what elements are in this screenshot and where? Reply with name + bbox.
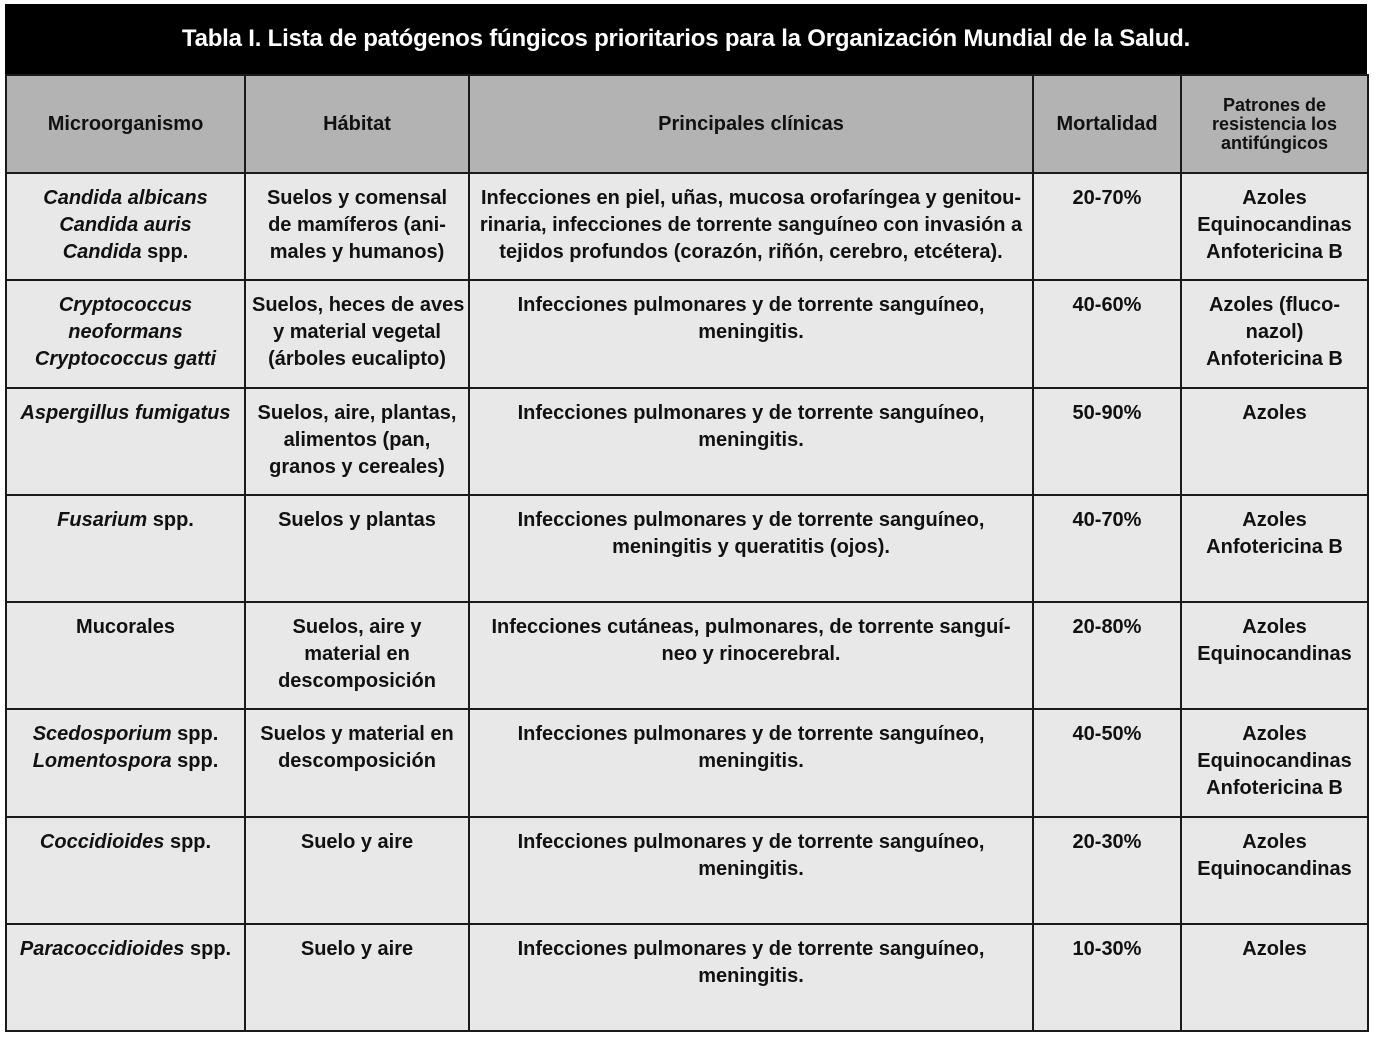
cell-resistencia-line: Anfotericina B — [1206, 535, 1343, 558]
cell-resistencia-line: Equinocandinas — [1197, 214, 1352, 236]
cell-mortalidad: 40-70% — [1033, 495, 1181, 602]
table-row — [6, 388, 1368, 495]
cell-habitat-line: Suelos, aire y — [292, 616, 422, 639]
cell-habitat-line: Suelo y aire — [300, 830, 414, 853]
cell-resistencia — [1181, 817, 1368, 924]
cell-habitat — [245, 495, 469, 602]
cell-habitat-line: material en — [304, 643, 410, 666]
cell-principales-clinicas-line: Infecciones pulmonares y de torrente sanguíneo, — [517, 508, 985, 531]
cell-mortalidad: 10-30% — [1033, 924, 1181, 1031]
organism-name — [13, 346, 238, 373]
cell-mortalidad: 40-50% — [1033, 709, 1181, 816]
cell-principales-clinicas — [469, 817, 1033, 924]
cell-resistencia-line: Anfotericina B — [1206, 241, 1343, 263]
cell-microorganismo — [6, 709, 245, 816]
cell-resistencia-line: Azoles (fluco- — [1208, 294, 1341, 317]
header-principales-clinicas: Principales clínicas — [469, 75, 1033, 173]
cell-principales-clinicas-line: rinaria, infecciones de torrente sanguíneo con invasión a — [479, 214, 1023, 236]
cell-mortalidad: 20-70% — [1033, 173, 1181, 280]
cell-microorganismo — [6, 280, 245, 387]
pathogen-table — [5, 4, 1367, 1032]
organism-name — [13, 212, 238, 239]
organism-name — [13, 936, 238, 963]
organism-name — [13, 319, 238, 346]
cell-principales-clinicas — [469, 602, 1033, 709]
organism-genus: Scedosporium — [32, 723, 172, 746]
organism-genus: Paracoccidioides — [19, 938, 185, 961]
organism-genus: Cryptococcus gatti — [34, 348, 217, 371]
table-row — [6, 495, 1368, 602]
cell-resistencia — [1181, 280, 1368, 387]
cell-principales-clinicas-line: Infecciones pulmonares y de torrente sanguíneo, — [517, 401, 985, 424]
cell-principales-clinicas — [469, 924, 1033, 1031]
cell-habitat-line: de mamíferos (ani- — [268, 214, 446, 236]
cell-principales-clinicas-line: tejidos profundos (corazón, riñón, cerebro, etcétera). — [499, 241, 1003, 263]
cell-principales-clinicas-line: Infecciones pulmonares y de torrente sanguíneo, — [517, 830, 985, 853]
cell-resistencia-line: Azoles — [1242, 401, 1307, 424]
cell-mortalidad: 20-30% — [1033, 817, 1181, 924]
cell-principales-clinicas-line: meningitis. — [698, 428, 804, 451]
cell-habitat-line: y material vegetal — [273, 321, 441, 344]
cell-principales-clinicas — [469, 173, 1033, 280]
cell-habitat-line: descomposición — [278, 750, 436, 773]
cell-principales-clinicas-line: meningitis y queratitis (ojos). — [612, 535, 890, 558]
organism-genus: Aspergillus fumigatus — [20, 401, 231, 424]
cell-habitat-line: Suelos y material en — [260, 723, 454, 746]
cell-resistencia — [1181, 709, 1368, 816]
organism-suffix: Mucorales — [76, 616, 175, 639]
cell-habitat-line: Suelos y plantas — [278, 508, 436, 531]
cell-habitat-line: males y humanos) — [269, 241, 445, 263]
cell-resistencia-line: Equinocandinas — [1197, 750, 1352, 773]
cell-principales-clinicas-line: Infecciones pulmonares y de torrente sanguíneo, — [517, 294, 985, 317]
cell-principales-clinicas-line: meningitis. — [698, 750, 804, 773]
cell-resistencia-line: Azoles — [1242, 723, 1307, 746]
organism-suffix: spp. — [171, 723, 219, 746]
cell-mortalidad: 20-80% — [1033, 602, 1181, 709]
organism-name — [13, 614, 238, 641]
organism-genus: Lomentospora — [32, 750, 172, 773]
organism-genus: neoformans — [68, 321, 183, 344]
cell-habitat-line: granos y cereales) — [269, 455, 445, 478]
cell-microorganismo — [6, 388, 245, 495]
cell-resistencia-line: Azoles — [1242, 187, 1307, 209]
cell-resistencia-line: Azoles — [1242, 616, 1307, 639]
organism-genus: Candida — [62, 241, 142, 263]
organism-genus: Coccidioides — [39, 830, 165, 853]
header-resistencia-line: resistencia los — [1211, 113, 1338, 134]
cell-resistencia — [1181, 602, 1368, 709]
table-row — [6, 817, 1368, 924]
cell-habitat-line: Suelos, aire, plantas, — [257, 401, 457, 424]
organism-genus: Cryptococcus — [58, 294, 193, 317]
cell-resistencia — [1181, 924, 1368, 1031]
cell-mortalidad: 50-90% — [1033, 388, 1181, 495]
table-title: Tabla I. Lista de patógenos fúngicos prioritarios para la Organización Mundial de la Salud. — [5, 4, 1367, 74]
table-row — [6, 709, 1368, 816]
cell-habitat-line: Suelos y comensal — [266, 187, 448, 209]
organism-suffix: spp. — [184, 938, 232, 961]
cell-principales-clinicas-line: Infecciones pulmonares y de torrente sanguíneo, — [517, 938, 985, 961]
cell-principales-clinicas-line: neo y rinocerebral. — [661, 643, 841, 666]
header-habitat: Hábitat — [245, 75, 469, 173]
cell-principales-clinicas — [469, 280, 1033, 387]
cell-principales-clinicas-line: meningitis. — [698, 857, 804, 880]
cell-principales-clinicas-line: meningitis. — [698, 965, 804, 988]
organism-genus: Candida albicans — [43, 187, 208, 209]
cell-habitat-line: descomposición — [278, 670, 436, 693]
organism-suffix: spp. — [164, 830, 212, 853]
table-row — [6, 280, 1368, 387]
header-mortalidad: Mortalidad — [1033, 75, 1181, 173]
cell-resistencia-line: Azoles — [1242, 508, 1307, 531]
cell-resistencia-line: Azoles — [1242, 830, 1307, 853]
organism-suffix: spp. — [141, 241, 189, 263]
table-body — [6, 173, 1368, 1031]
cell-microorganismo — [6, 173, 245, 280]
organism-suffix: spp. — [147, 508, 194, 531]
table-row — [6, 924, 1368, 1031]
cell-microorganismo — [6, 602, 245, 709]
cell-habitat-line: Suelo y aire — [300, 938, 414, 961]
organism-genus: Candida auris — [59, 214, 192, 236]
organism-suffix: spp. — [171, 750, 219, 773]
cell-resistencia-line: Equinocandinas — [1197, 643, 1352, 666]
cell-principales-clinicas — [469, 709, 1033, 816]
cell-habitat-line: alimentos (pan, — [283, 428, 431, 451]
cell-microorganismo — [6, 924, 245, 1031]
cell-habitat-line: Suelos, heces de aves — [252, 294, 465, 317]
organism-genus: Fusarium — [57, 508, 148, 531]
cell-principales-clinicas-line: Infecciones en piel, uñas, mucosa orofaríngea y genitou- — [480, 187, 1022, 209]
header-resistencia — [1181, 75, 1368, 173]
cell-resistencia-line: Equinocandinas — [1197, 857, 1352, 880]
cell-habitat — [245, 709, 469, 816]
cell-principales-clinicas — [469, 388, 1033, 495]
cell-habitat — [245, 280, 469, 387]
organism-name — [13, 748, 238, 775]
organism-name — [13, 829, 238, 856]
cell-mortalidad: 40-60% — [1033, 280, 1181, 387]
cell-principales-clinicas-line: meningitis. — [698, 321, 804, 344]
cell-microorganismo — [6, 495, 245, 602]
cell-principales-clinicas-line: Infecciones pulmonares y de torrente sanguíneo, — [517, 723, 985, 746]
cell-principales-clinicas — [469, 495, 1033, 602]
cell-principales-clinicas-line: Infecciones cutáneas, pulmonares, de torrente sanguí- — [491, 616, 1011, 639]
table-row — [6, 173, 1368, 280]
header-resistencia-line: antifúngicos — [1221, 132, 1328, 153]
table-row — [6, 602, 1368, 709]
organism-name — [13, 185, 238, 212]
cell-microorganismo — [6, 817, 245, 924]
cell-habitat-line: (árboles eucalipto) — [268, 348, 446, 371]
cell-resistencia-line: Anfotericina B — [1206, 777, 1343, 800]
cell-resistencia — [1181, 173, 1368, 280]
cell-resistencia-line: nazol) — [1245, 321, 1304, 344]
cell-habitat — [245, 817, 469, 924]
cell-resistencia — [1181, 495, 1368, 602]
organism-name — [13, 721, 238, 748]
organism-name — [13, 239, 238, 266]
organism-name — [13, 292, 238, 319]
header-resistencia-line: Patrones de — [1222, 94, 1327, 115]
header-microorganismo: Microorganismo — [6, 75, 245, 173]
header-row — [6, 75, 1368, 173]
cell-habitat — [245, 602, 469, 709]
cell-habitat — [245, 388, 469, 495]
cell-habitat — [245, 173, 469, 280]
cell-resistencia — [1181, 388, 1368, 495]
organism-name — [13, 400, 238, 427]
cell-resistencia-line: Azoles — [1242, 938, 1307, 961]
pathogen-table-grid — [5, 74, 1369, 1032]
organism-name — [13, 507, 238, 534]
cell-resistencia-line: Anfotericina B — [1206, 348, 1343, 371]
cell-habitat — [245, 924, 469, 1031]
